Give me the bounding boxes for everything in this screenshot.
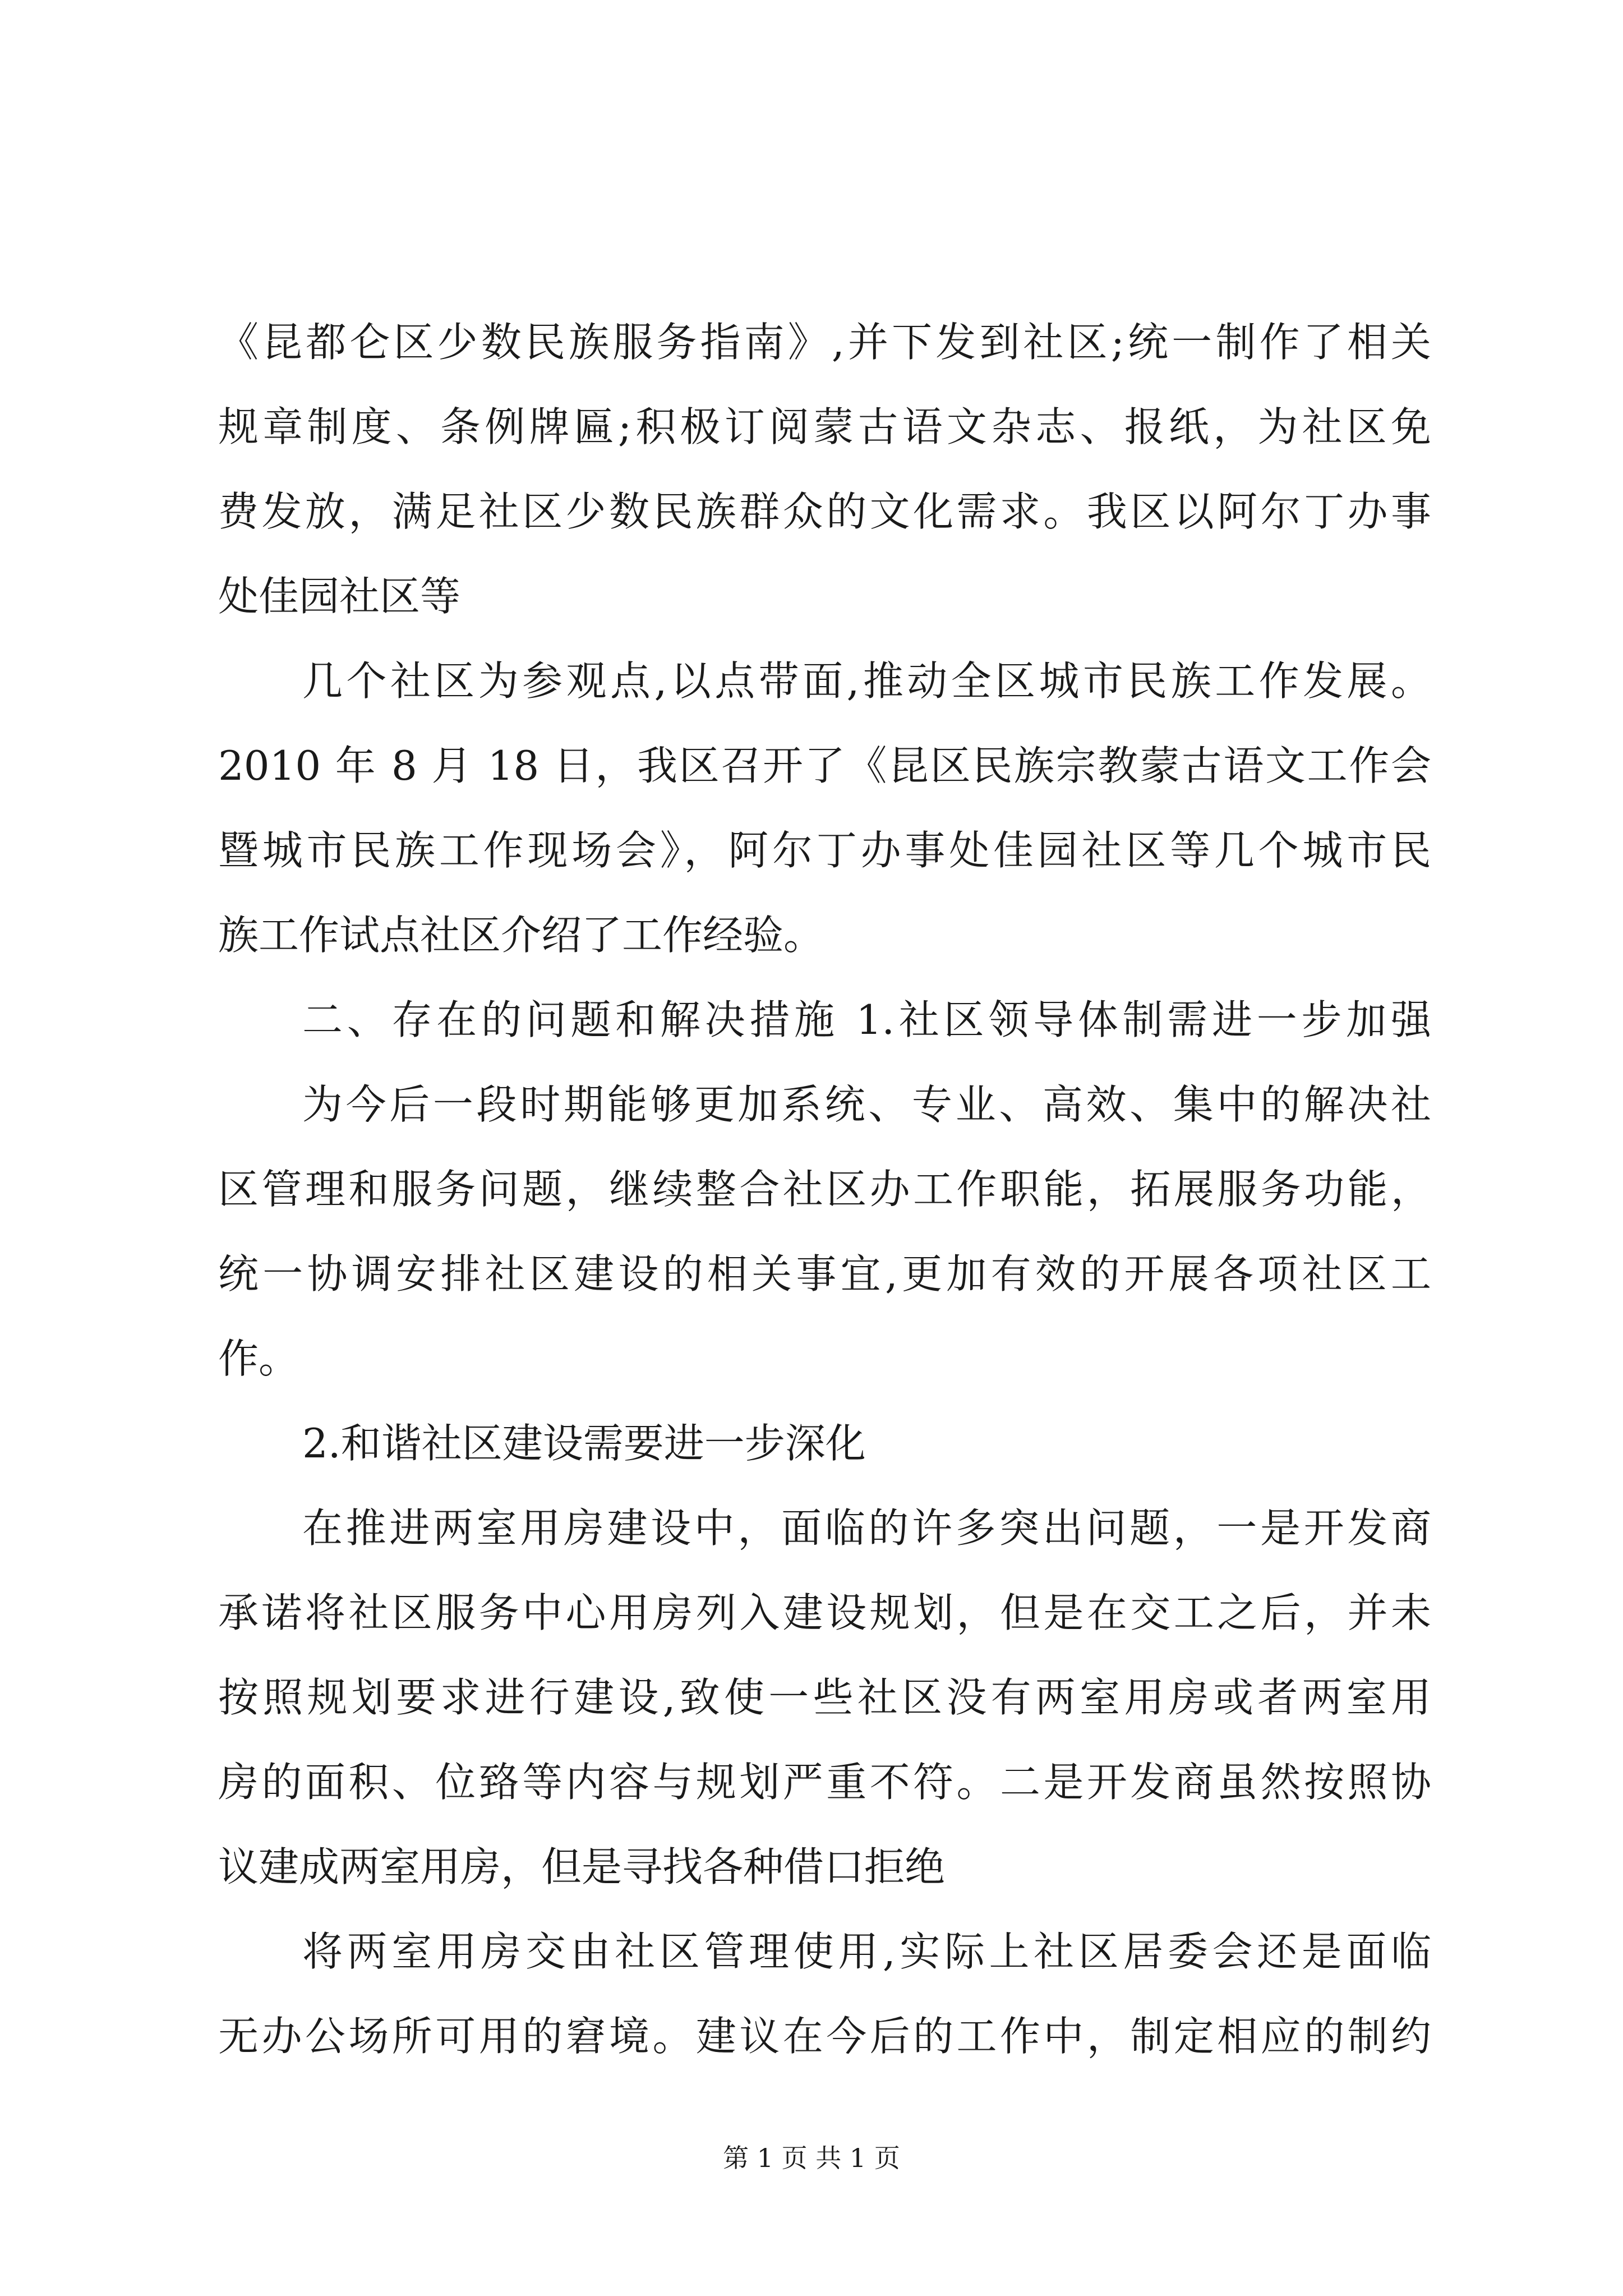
paragraph-first-line: 为今后一段时期能够更加系统、专业、高效、集中的解决社 xyxy=(302,1081,1431,1128)
text-line: 房的面积、位臵等内容与规划严重不符。二是开发商虽然按照协 xyxy=(218,1759,1431,1806)
text-line: 《昆都仑区少数民族服务指南》,并下发到社区;统一制作了相关 xyxy=(218,319,1431,366)
text-line: 处佳园社区等 xyxy=(218,573,461,620)
text-line: 规章制度、条例牌匾;积极订阅蒙古语文杂志、报纸，为社区免 xyxy=(218,403,1431,450)
text-line: 无办公场所可用的窘境。建议在今后的工作中，制定相应的制约 xyxy=(218,2013,1431,2060)
section-heading: 2.和谐社区建设需要进一步深化 xyxy=(302,1420,866,1467)
text-line: 承诺将社区服务中心用房列入建设规划，但是在交工之后，并未 xyxy=(218,1589,1431,1636)
page-number-footer: 第 1 页 共 1 页 xyxy=(723,2143,900,2173)
document-body xyxy=(218,300,1431,2079)
paragraph-first-line: 将两室用房交由社区管理使用,实际上社区居委会还是面临 xyxy=(302,1928,1431,1975)
text-line: 2010 年 8 月 18 日，我区召开了《昆区民族宗教蒙古语文工作会 xyxy=(218,742,1431,789)
text-line: 作。 xyxy=(218,1335,299,1382)
text-line: 统一协调安排社区建设的相关事宜,更加有效的开展各项社区工 xyxy=(218,1250,1431,1297)
text-line: 族工作试点社区介绍了工作经验。 xyxy=(218,912,824,959)
paragraph-first-line: 在推进两室用房建设中，面临的许多突出问题，一是开发商 xyxy=(302,1504,1431,1552)
text-line: 按照规划要求进行建设,致使一些社区没有两室用房或者两室用 xyxy=(218,1674,1431,1721)
text-line: 区管理和服务问题，继续整合社区办工作职能，拓展服务功能， xyxy=(218,1166,1431,1213)
paragraph-first-line: 几个社区为参观点,以点带面,推动全区城市民族工作发展。 xyxy=(302,657,1431,705)
text-line: 暨城市民族工作现场会》，阿尔丁办事处佳园社区等几个城市民 xyxy=(218,827,1431,874)
text-line: 议建成两室用房，但是寻找各种借口拒绝 xyxy=(218,1843,946,1890)
section-heading: 二、存在的问题和解决措施 1.社区领导体制需进一步加强 xyxy=(302,996,1431,1043)
text-line: 费发放，满足社区少数民族群众的文化需求。我区以阿尔丁办事 xyxy=(218,488,1431,535)
